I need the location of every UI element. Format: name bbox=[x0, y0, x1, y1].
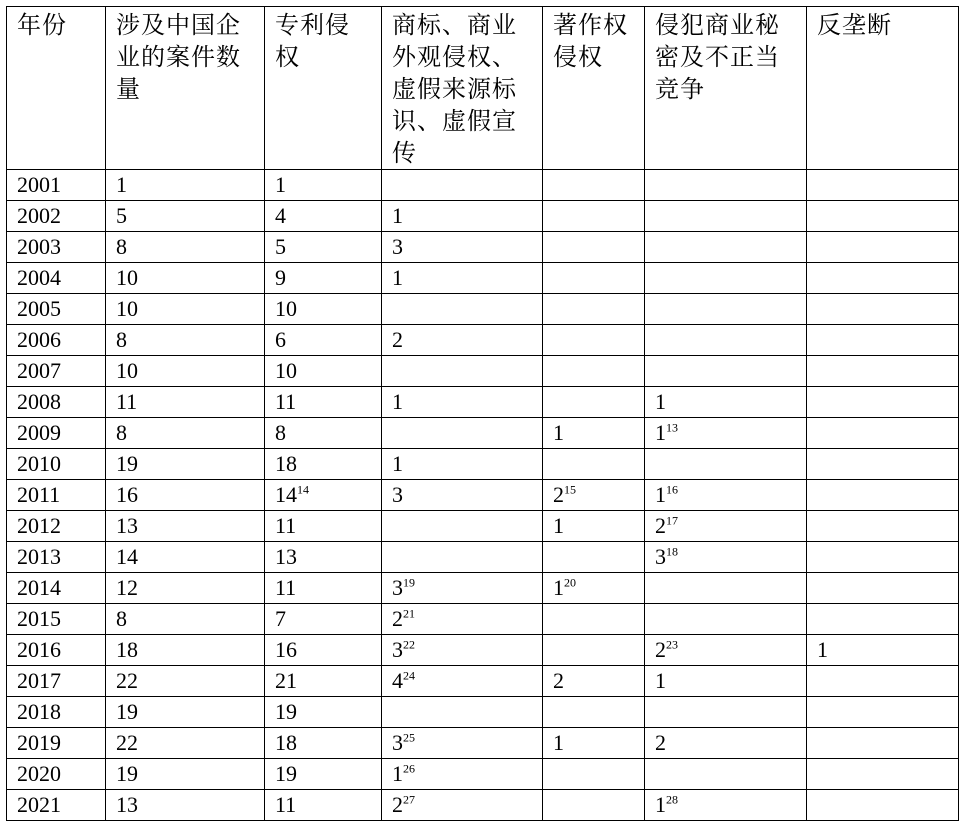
cell-trade-secret bbox=[645, 697, 807, 728]
footnote-ref: 18 bbox=[666, 544, 678, 559]
cell-value: 2 bbox=[392, 327, 403, 352]
cell-value: 1 bbox=[655, 482, 666, 507]
cell-value: 9 bbox=[275, 265, 286, 290]
table-row bbox=[7, 170, 959, 201]
table-row bbox=[7, 263, 959, 294]
cell-patent bbox=[265, 449, 382, 480]
cell-value: 11 bbox=[116, 389, 138, 414]
cell-copyright bbox=[543, 480, 645, 511]
cell-year bbox=[7, 635, 106, 666]
table-row bbox=[7, 480, 959, 511]
cell-copyright bbox=[543, 449, 645, 480]
cell-patent bbox=[265, 418, 382, 449]
cell-trade-secret bbox=[645, 201, 807, 232]
cell-trade-secret bbox=[645, 356, 807, 387]
header-antitrust: 反垄断 bbox=[807, 7, 959, 170]
cell-copyright bbox=[543, 356, 645, 387]
cell-copyright bbox=[543, 387, 645, 418]
cell-antitrust bbox=[807, 728, 959, 759]
cell-case-count bbox=[106, 449, 265, 480]
header-trademark: 商标、商业外观侵权、虚假来源标识、虚假宣传 bbox=[382, 7, 543, 170]
cell-value: 5 bbox=[116, 203, 127, 228]
cell-value: 11 bbox=[275, 513, 297, 538]
cell-value: 2010 bbox=[17, 451, 61, 476]
footnote-ref: 13 bbox=[666, 420, 678, 435]
cell-trademark bbox=[382, 263, 543, 294]
cell-copyright bbox=[543, 759, 645, 790]
cell-year bbox=[7, 759, 106, 790]
cell-value: 3 bbox=[392, 482, 403, 507]
cell-value: 19 bbox=[116, 451, 138, 476]
cell-antitrust bbox=[807, 542, 959, 573]
cell-value: 10 bbox=[116, 265, 138, 290]
cell-value: 2 bbox=[655, 730, 666, 755]
cell-antitrust bbox=[807, 232, 959, 263]
cell-value: 2008 bbox=[17, 389, 61, 414]
cell-value: 2020 bbox=[17, 761, 61, 786]
cell-antitrust bbox=[807, 635, 959, 666]
cell-antitrust bbox=[807, 573, 959, 604]
cell-year bbox=[7, 387, 106, 418]
cell-value: 16 bbox=[275, 637, 297, 662]
cell-value: 3 bbox=[392, 637, 403, 662]
table-row bbox=[7, 201, 959, 232]
cell-year bbox=[7, 728, 106, 759]
cell-year bbox=[7, 666, 106, 697]
cell-trade-secret bbox=[645, 790, 807, 821]
table-row bbox=[7, 759, 959, 790]
cell-trade-secret bbox=[645, 418, 807, 449]
cell-value: 2 bbox=[392, 606, 403, 631]
cell-case-count bbox=[106, 790, 265, 821]
cell-trademark bbox=[382, 232, 543, 263]
footnote-ref: 24 bbox=[403, 668, 415, 683]
cell-trademark bbox=[382, 170, 543, 201]
cell-value: 2 bbox=[553, 482, 564, 507]
cell-antitrust bbox=[807, 356, 959, 387]
cell-trade-secret bbox=[645, 232, 807, 263]
cell-copyright bbox=[543, 418, 645, 449]
cell-trademark bbox=[382, 387, 543, 418]
cell-value: 7 bbox=[275, 606, 286, 631]
footnote-ref: 23 bbox=[666, 637, 678, 652]
cell-value: 10 bbox=[275, 296, 297, 321]
cell-antitrust bbox=[807, 387, 959, 418]
cell-value: 2005 bbox=[17, 296, 61, 321]
cell-trademark bbox=[382, 790, 543, 821]
cell-value: 16 bbox=[116, 482, 138, 507]
case-statistics-table bbox=[6, 6, 959, 821]
table-row bbox=[7, 542, 959, 573]
cell-case-count bbox=[106, 263, 265, 294]
cell-trademark bbox=[382, 201, 543, 232]
cell-value: 8 bbox=[116, 606, 127, 631]
cell-antitrust bbox=[807, 201, 959, 232]
cell-antitrust bbox=[807, 263, 959, 294]
cell-copyright bbox=[543, 728, 645, 759]
cell-value: 8 bbox=[116, 234, 127, 259]
cell-trademark bbox=[382, 294, 543, 325]
cell-trade-secret bbox=[645, 263, 807, 294]
header-patent: 专利侵权 bbox=[265, 7, 382, 170]
cell-value: 2002 bbox=[17, 203, 61, 228]
cell-year bbox=[7, 511, 106, 542]
cell-case-count bbox=[106, 511, 265, 542]
footnote-ref: 27 bbox=[403, 792, 415, 807]
cell-antitrust bbox=[807, 480, 959, 511]
cell-value: 2012 bbox=[17, 513, 61, 538]
cell-value: 19 bbox=[116, 761, 138, 786]
cell-value: 13 bbox=[275, 544, 297, 569]
header-copyright: 著作权侵权 bbox=[543, 7, 645, 170]
cell-value: 2003 bbox=[17, 234, 61, 259]
cell-trademark bbox=[382, 449, 543, 480]
cell-value: 2 bbox=[655, 513, 666, 538]
cell-value: 2016 bbox=[17, 637, 61, 662]
cell-value: 1 bbox=[392, 203, 403, 228]
cell-value: 2013 bbox=[17, 544, 61, 569]
cell-trade-secret bbox=[645, 170, 807, 201]
cell-antitrust bbox=[807, 418, 959, 449]
cell-value: 18 bbox=[275, 451, 297, 476]
footnote-ref: 26 bbox=[403, 761, 415, 776]
cell-year bbox=[7, 201, 106, 232]
cell-value: 2006 bbox=[17, 327, 61, 352]
cell-value: 3 bbox=[392, 730, 403, 755]
table-row bbox=[7, 449, 959, 480]
cell-value: 19 bbox=[116, 699, 138, 724]
cell-value: 14 bbox=[116, 544, 138, 569]
cell-patent bbox=[265, 666, 382, 697]
cell-value: 3 bbox=[655, 544, 666, 569]
table-row bbox=[7, 232, 959, 263]
cell-value: 21 bbox=[275, 668, 297, 693]
cell-trade-secret bbox=[645, 573, 807, 604]
cell-year bbox=[7, 449, 106, 480]
table-row bbox=[7, 511, 959, 542]
cell-patent bbox=[265, 635, 382, 666]
cell-trademark bbox=[382, 511, 543, 542]
cell-trademark bbox=[382, 728, 543, 759]
table-row bbox=[7, 356, 959, 387]
cell-patent bbox=[265, 542, 382, 573]
cell-trade-secret bbox=[645, 480, 807, 511]
cell-antitrust bbox=[807, 325, 959, 356]
cell-value: 2019 bbox=[17, 730, 61, 755]
cell-value: 1 bbox=[392, 265, 403, 290]
cell-trademark bbox=[382, 666, 543, 697]
cell-value: 19 bbox=[275, 699, 297, 724]
cell-patent bbox=[265, 294, 382, 325]
cell-year bbox=[7, 790, 106, 821]
cell-antitrust bbox=[807, 449, 959, 480]
cell-value: 2021 bbox=[17, 792, 61, 817]
cell-value: 4 bbox=[275, 203, 286, 228]
footnote-ref: 19 bbox=[403, 575, 415, 590]
cell-copyright bbox=[543, 232, 645, 263]
cell-patent bbox=[265, 387, 382, 418]
footnote-ref: 14 bbox=[297, 482, 309, 497]
cell-value: 2011 bbox=[17, 482, 61, 507]
cell-case-count bbox=[106, 573, 265, 604]
cell-value: 3 bbox=[392, 234, 403, 259]
cell-trademark bbox=[382, 356, 543, 387]
cell-case-count bbox=[106, 170, 265, 201]
cell-value: 3 bbox=[392, 575, 403, 600]
table-row bbox=[7, 790, 959, 821]
cell-patent bbox=[265, 790, 382, 821]
cell-case-count bbox=[106, 387, 265, 418]
header-row bbox=[7, 7, 959, 170]
cell-value: 1 bbox=[392, 761, 403, 786]
cell-case-count bbox=[106, 294, 265, 325]
cell-value: 1 bbox=[655, 792, 666, 817]
cell-case-count bbox=[106, 697, 265, 728]
cell-value: 1 bbox=[817, 637, 828, 662]
cell-patent bbox=[265, 759, 382, 790]
cell-case-count bbox=[106, 356, 265, 387]
cell-patent bbox=[265, 325, 382, 356]
cell-trade-secret bbox=[645, 511, 807, 542]
cell-patent bbox=[265, 201, 382, 232]
cell-value: 19 bbox=[275, 761, 297, 786]
cell-case-count bbox=[106, 325, 265, 356]
cell-patent bbox=[265, 480, 382, 511]
cell-trademark bbox=[382, 542, 543, 573]
cell-trademark bbox=[382, 573, 543, 604]
cell-value: 8 bbox=[116, 327, 127, 352]
cell-patent bbox=[265, 511, 382, 542]
cell-trade-secret bbox=[645, 387, 807, 418]
cell-year bbox=[7, 170, 106, 201]
cell-trade-secret bbox=[645, 759, 807, 790]
cell-trade-secret bbox=[645, 294, 807, 325]
cell-antitrust bbox=[807, 294, 959, 325]
cell-case-count bbox=[106, 201, 265, 232]
cell-value: 2001 bbox=[17, 172, 61, 197]
table-row bbox=[7, 635, 959, 666]
cell-value: 2015 bbox=[17, 606, 61, 631]
footnote-ref: 16 bbox=[666, 482, 678, 497]
cell-antitrust bbox=[807, 170, 959, 201]
cell-value: 2004 bbox=[17, 265, 61, 290]
cell-antitrust bbox=[807, 759, 959, 790]
cell-value: 18 bbox=[116, 637, 138, 662]
cell-trade-secret bbox=[645, 325, 807, 356]
cell-value: 2014 bbox=[17, 575, 61, 600]
footnote-ref: 21 bbox=[403, 606, 415, 621]
cell-trade-secret bbox=[645, 666, 807, 697]
header-case-count: 涉及中国企业的案件数量 bbox=[106, 7, 265, 170]
cell-antitrust bbox=[807, 604, 959, 635]
cell-value: 2009 bbox=[17, 420, 61, 445]
cell-antitrust bbox=[807, 511, 959, 542]
cell-value: 2017 bbox=[17, 668, 61, 693]
cell-patent bbox=[265, 697, 382, 728]
table-row bbox=[7, 418, 959, 449]
cell-trademark bbox=[382, 418, 543, 449]
cell-value: 8 bbox=[275, 420, 286, 445]
cell-case-count bbox=[106, 418, 265, 449]
cell-year bbox=[7, 480, 106, 511]
cell-value: 1 bbox=[553, 420, 564, 445]
cell-value: 10 bbox=[116, 296, 138, 321]
cell-copyright bbox=[543, 511, 645, 542]
cell-value: 2 bbox=[655, 637, 666, 662]
cell-value: 5 bbox=[275, 234, 286, 259]
cell-value: 1 bbox=[553, 730, 564, 755]
cell-case-count bbox=[106, 480, 265, 511]
cell-value: 8 bbox=[116, 420, 127, 445]
table-row bbox=[7, 387, 959, 418]
cell-value: 1 bbox=[655, 420, 666, 445]
cell-year bbox=[7, 263, 106, 294]
cell-value: 10 bbox=[116, 358, 138, 383]
cell-antitrust bbox=[807, 790, 959, 821]
cell-case-count bbox=[106, 604, 265, 635]
cell-trademark bbox=[382, 759, 543, 790]
footnote-ref: 17 bbox=[666, 513, 678, 528]
cell-patent bbox=[265, 263, 382, 294]
cell-value: 2018 bbox=[17, 699, 61, 724]
cell-trademark bbox=[382, 635, 543, 666]
cell-year bbox=[7, 356, 106, 387]
footnote-ref: 28 bbox=[666, 792, 678, 807]
cell-trademark bbox=[382, 480, 543, 511]
cell-trademark bbox=[382, 604, 543, 635]
cell-value: 22 bbox=[116, 730, 138, 755]
cell-value: 18 bbox=[275, 730, 297, 755]
cell-patent bbox=[265, 232, 382, 263]
cell-value: 1 bbox=[275, 172, 286, 197]
cell-value: 2 bbox=[553, 668, 564, 693]
cell-trade-secret bbox=[645, 542, 807, 573]
cell-copyright bbox=[543, 294, 645, 325]
cell-value: 2007 bbox=[17, 358, 61, 383]
footnote-ref: 20 bbox=[564, 575, 576, 590]
cell-value: 11 bbox=[275, 575, 297, 600]
cell-value: 13 bbox=[116, 792, 138, 817]
cell-year bbox=[7, 325, 106, 356]
cell-patent bbox=[265, 604, 382, 635]
cell-value: 1 bbox=[392, 389, 403, 414]
table-row bbox=[7, 666, 959, 697]
cell-copyright bbox=[543, 573, 645, 604]
table-row bbox=[7, 294, 959, 325]
cell-value: 11 bbox=[275, 389, 297, 414]
cell-copyright bbox=[543, 201, 645, 232]
cell-value: 11 bbox=[275, 792, 297, 817]
cell-value: 1 bbox=[553, 513, 564, 538]
cell-trade-secret bbox=[645, 604, 807, 635]
cell-case-count bbox=[106, 666, 265, 697]
cell-case-count bbox=[106, 232, 265, 263]
table-row bbox=[7, 697, 959, 728]
cell-patent bbox=[265, 170, 382, 201]
cell-antitrust bbox=[807, 666, 959, 697]
cell-copyright bbox=[543, 170, 645, 201]
cell-value: 14 bbox=[275, 482, 297, 507]
cell-value: 22 bbox=[116, 668, 138, 693]
cell-value: 1 bbox=[116, 172, 127, 197]
cell-value: 12 bbox=[116, 575, 138, 600]
cell-patent bbox=[265, 728, 382, 759]
cell-year bbox=[7, 232, 106, 263]
cell-case-count bbox=[106, 728, 265, 759]
cell-year bbox=[7, 418, 106, 449]
cell-copyright bbox=[543, 542, 645, 573]
table-row bbox=[7, 325, 959, 356]
cell-copyright bbox=[543, 325, 645, 356]
cell-value: 1 bbox=[655, 668, 666, 693]
table-row bbox=[7, 604, 959, 635]
cell-year bbox=[7, 573, 106, 604]
footnote-ref: 25 bbox=[403, 730, 415, 745]
cell-value: 6 bbox=[275, 327, 286, 352]
cell-year bbox=[7, 294, 106, 325]
cell-copyright bbox=[543, 666, 645, 697]
cell-copyright bbox=[543, 635, 645, 666]
cell-copyright bbox=[543, 790, 645, 821]
cell-year bbox=[7, 604, 106, 635]
cell-year bbox=[7, 697, 106, 728]
cell-copyright bbox=[543, 263, 645, 294]
table-body bbox=[7, 170, 959, 821]
cell-patent bbox=[265, 356, 382, 387]
cell-value: 1 bbox=[553, 575, 564, 600]
footnote-ref: 15 bbox=[564, 482, 576, 497]
cell-value: 2 bbox=[392, 792, 403, 817]
cell-case-count bbox=[106, 542, 265, 573]
footnote-ref: 22 bbox=[403, 637, 415, 652]
cell-value: 1 bbox=[392, 451, 403, 476]
cell-trade-secret bbox=[645, 635, 807, 666]
cell-antitrust bbox=[807, 697, 959, 728]
table-row bbox=[7, 573, 959, 604]
cell-trademark bbox=[382, 325, 543, 356]
cell-trade-secret bbox=[645, 449, 807, 480]
cell-case-count bbox=[106, 759, 265, 790]
cell-year bbox=[7, 542, 106, 573]
header-year: 年份 bbox=[7, 7, 106, 170]
table-row bbox=[7, 728, 959, 759]
cell-value: 10 bbox=[275, 358, 297, 383]
cell-value: 4 bbox=[392, 668, 403, 693]
cell-value: 13 bbox=[116, 513, 138, 538]
header-trade-secret: 侵犯商业秘密及不正当竞争 bbox=[645, 7, 807, 170]
cell-copyright bbox=[543, 697, 645, 728]
cell-trademark bbox=[382, 697, 543, 728]
cell-case-count bbox=[106, 635, 265, 666]
cell-copyright bbox=[543, 604, 645, 635]
cell-trade-secret bbox=[645, 728, 807, 759]
cell-patent bbox=[265, 573, 382, 604]
cell-value: 1 bbox=[655, 389, 666, 414]
